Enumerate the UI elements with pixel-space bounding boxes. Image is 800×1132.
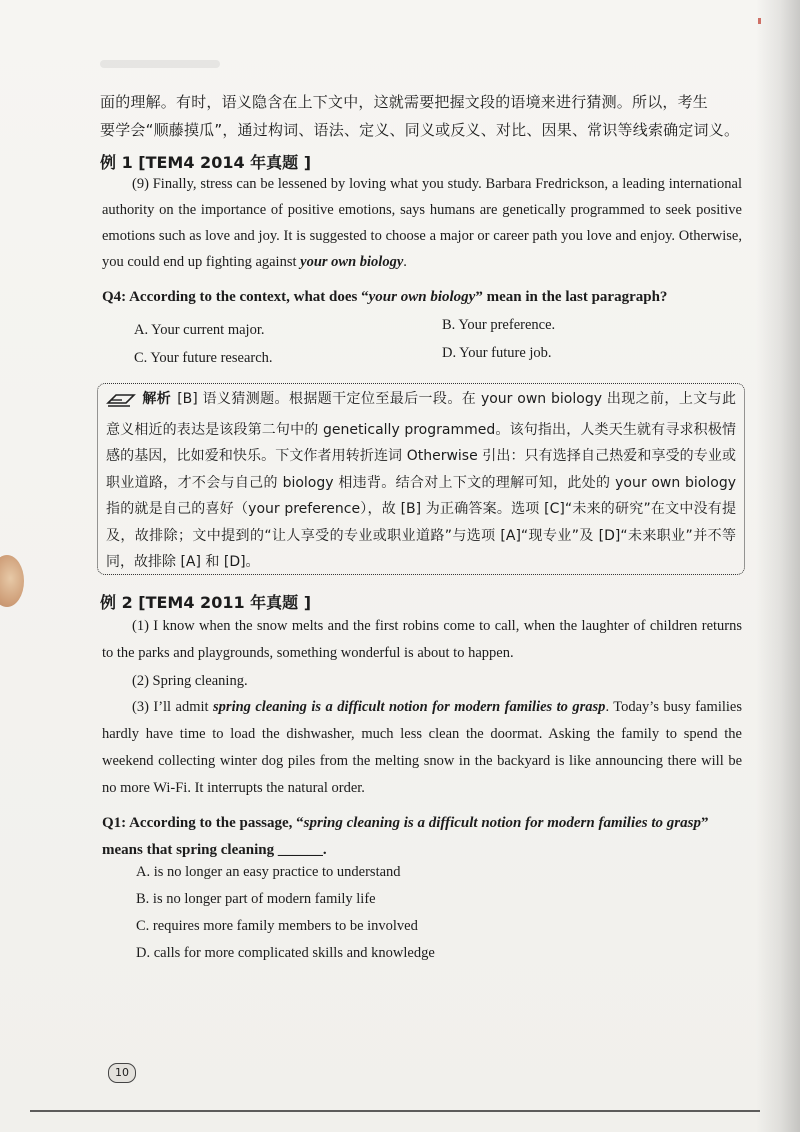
example-1-option-d: D. Your future job. [442, 345, 552, 361]
example-2-option-b: B. is no longer part of modern family life [136, 891, 376, 907]
example-2-paragraph-3-end: . Today’s busy families hardly have time to load the dishwasher, much less clean the doormat. Asking the family to spend the weekend collecting winter dog piles from the melting snow in the backyard is like announcing there will be no more Wi-Fi. It interrupts the natural order. [102, 699, 742, 796]
intro-paragraph [100, 88, 740, 144]
analysis-label: 解析 [142, 391, 172, 407]
example-2-option-c: C. requires more family members to be involved [136, 918, 418, 934]
example-2-paragraph-3 [102, 694, 742, 802]
example-2-question-lead: Q1: According to the passage, “ [102, 815, 304, 831]
intro-line-2: 要学会“顺藤摸瓜”，通过构词、语法、定义、同义或反义、对比、因果、常识等线索确定词义。 [100, 121, 740, 139]
pen-icon [106, 390, 136, 417]
example-1-passage-emphasis: your own biology [300, 254, 404, 270]
example-1-question [102, 284, 742, 310]
example-1-heading: 例 1 [TEM4 2014 年真题 ] [100, 153, 312, 172]
example-2-question-end: ” means that spring cleaning ______. [102, 815, 709, 858]
example-2-question [102, 810, 742, 864]
example-2-option-a: A. is no longer an easy practice to understand [136, 864, 401, 880]
example-1-passage-end: . [403, 254, 407, 270]
finger-shadow [0, 555, 24, 607]
example-2-question-emphasis: spring cleaning is a difficult notion for modern families to grasp [303, 815, 701, 831]
analysis-body: [B] 语义猜测题。根据题干定位至最后一段。在 your own biology 出现之前，上文与此意义相近的表达是该段第二句中的 genetically programmed。该句指出，人类天生就有寻求积极情感的基因，比如爱和快乐。下文作者用转折连词 Otherwise 引出：只有选择自己热爱和享受的专业或职业道路，才不会与自己的 biology 相违背。结合对上下文的理解可知，此处的 your own biology 指的就是自己的喜好（your preference），故 [B] 为正确答案。选项 [C]“未来的研究”在文中没有提及，故排除；文中提到的“让人享受的专业或职业道路”与选项 [A]“现专业”及 [D]“未来职业”并不等同，故排除 [A] 和 [D]。 [106, 391, 737, 570]
analysis-box [97, 383, 745, 575]
example-1-passage-lead: (9) Finally, stress can be lessened by loving what you study. Barbara Fredrickson, a leading international authority on the importance of positive emotions, says humans are genetically programmed to seek positive emotions such as love and joy. It is suggested to choose a major or career path you love and enjoy. Otherwise, you could end up fighting against [102, 176, 742, 270]
bottom-rule [30, 1110, 760, 1112]
example-2-paragraph-1: (1) I know when the snow melts and the first robins come to call, when the laughter of children returns to the parks and playgrounds, something wonderful is about to happen. [102, 618, 742, 661]
example-1-passage [102, 171, 742, 275]
example-1-option-a: A. Your current major. [134, 322, 265, 338]
faded-header-band [100, 60, 220, 68]
binding-shadow [756, 0, 800, 1132]
example-1-question-emphasis: your own biology [368, 289, 476, 305]
page-number: 10 [108, 1063, 136, 1083]
example-1-question-lead: Q4: According to the context, what does “ [102, 289, 369, 305]
analysis-content [106, 386, 736, 576]
example-2-paragraph-2: (2) Spring cleaning. [132, 673, 248, 689]
example-2-paragraph-3-lead: (3) I’ll admit [132, 699, 214, 715]
example-1-option-c: C. Your future research. [134, 350, 273, 366]
intro-line-1: 面的理解。有时，语义隐含在上下文中，这就需要把握文段的语境来进行猜测。所以，考生 [100, 93, 709, 111]
example-1-option-b: B. Your preference. [442, 317, 556, 333]
example-1-question-end: ” mean in the last paragraph? [475, 289, 668, 305]
example-2-paragraph-3-emphasis: spring cleaning is a difficult notion for modern families to grasp [213, 699, 606, 715]
example-2-heading: 例 2 [TEM4 2011 年真题 ] [100, 593, 312, 612]
example-2-option-d: D. calls for more complicated skills and knowledge [136, 945, 435, 961]
